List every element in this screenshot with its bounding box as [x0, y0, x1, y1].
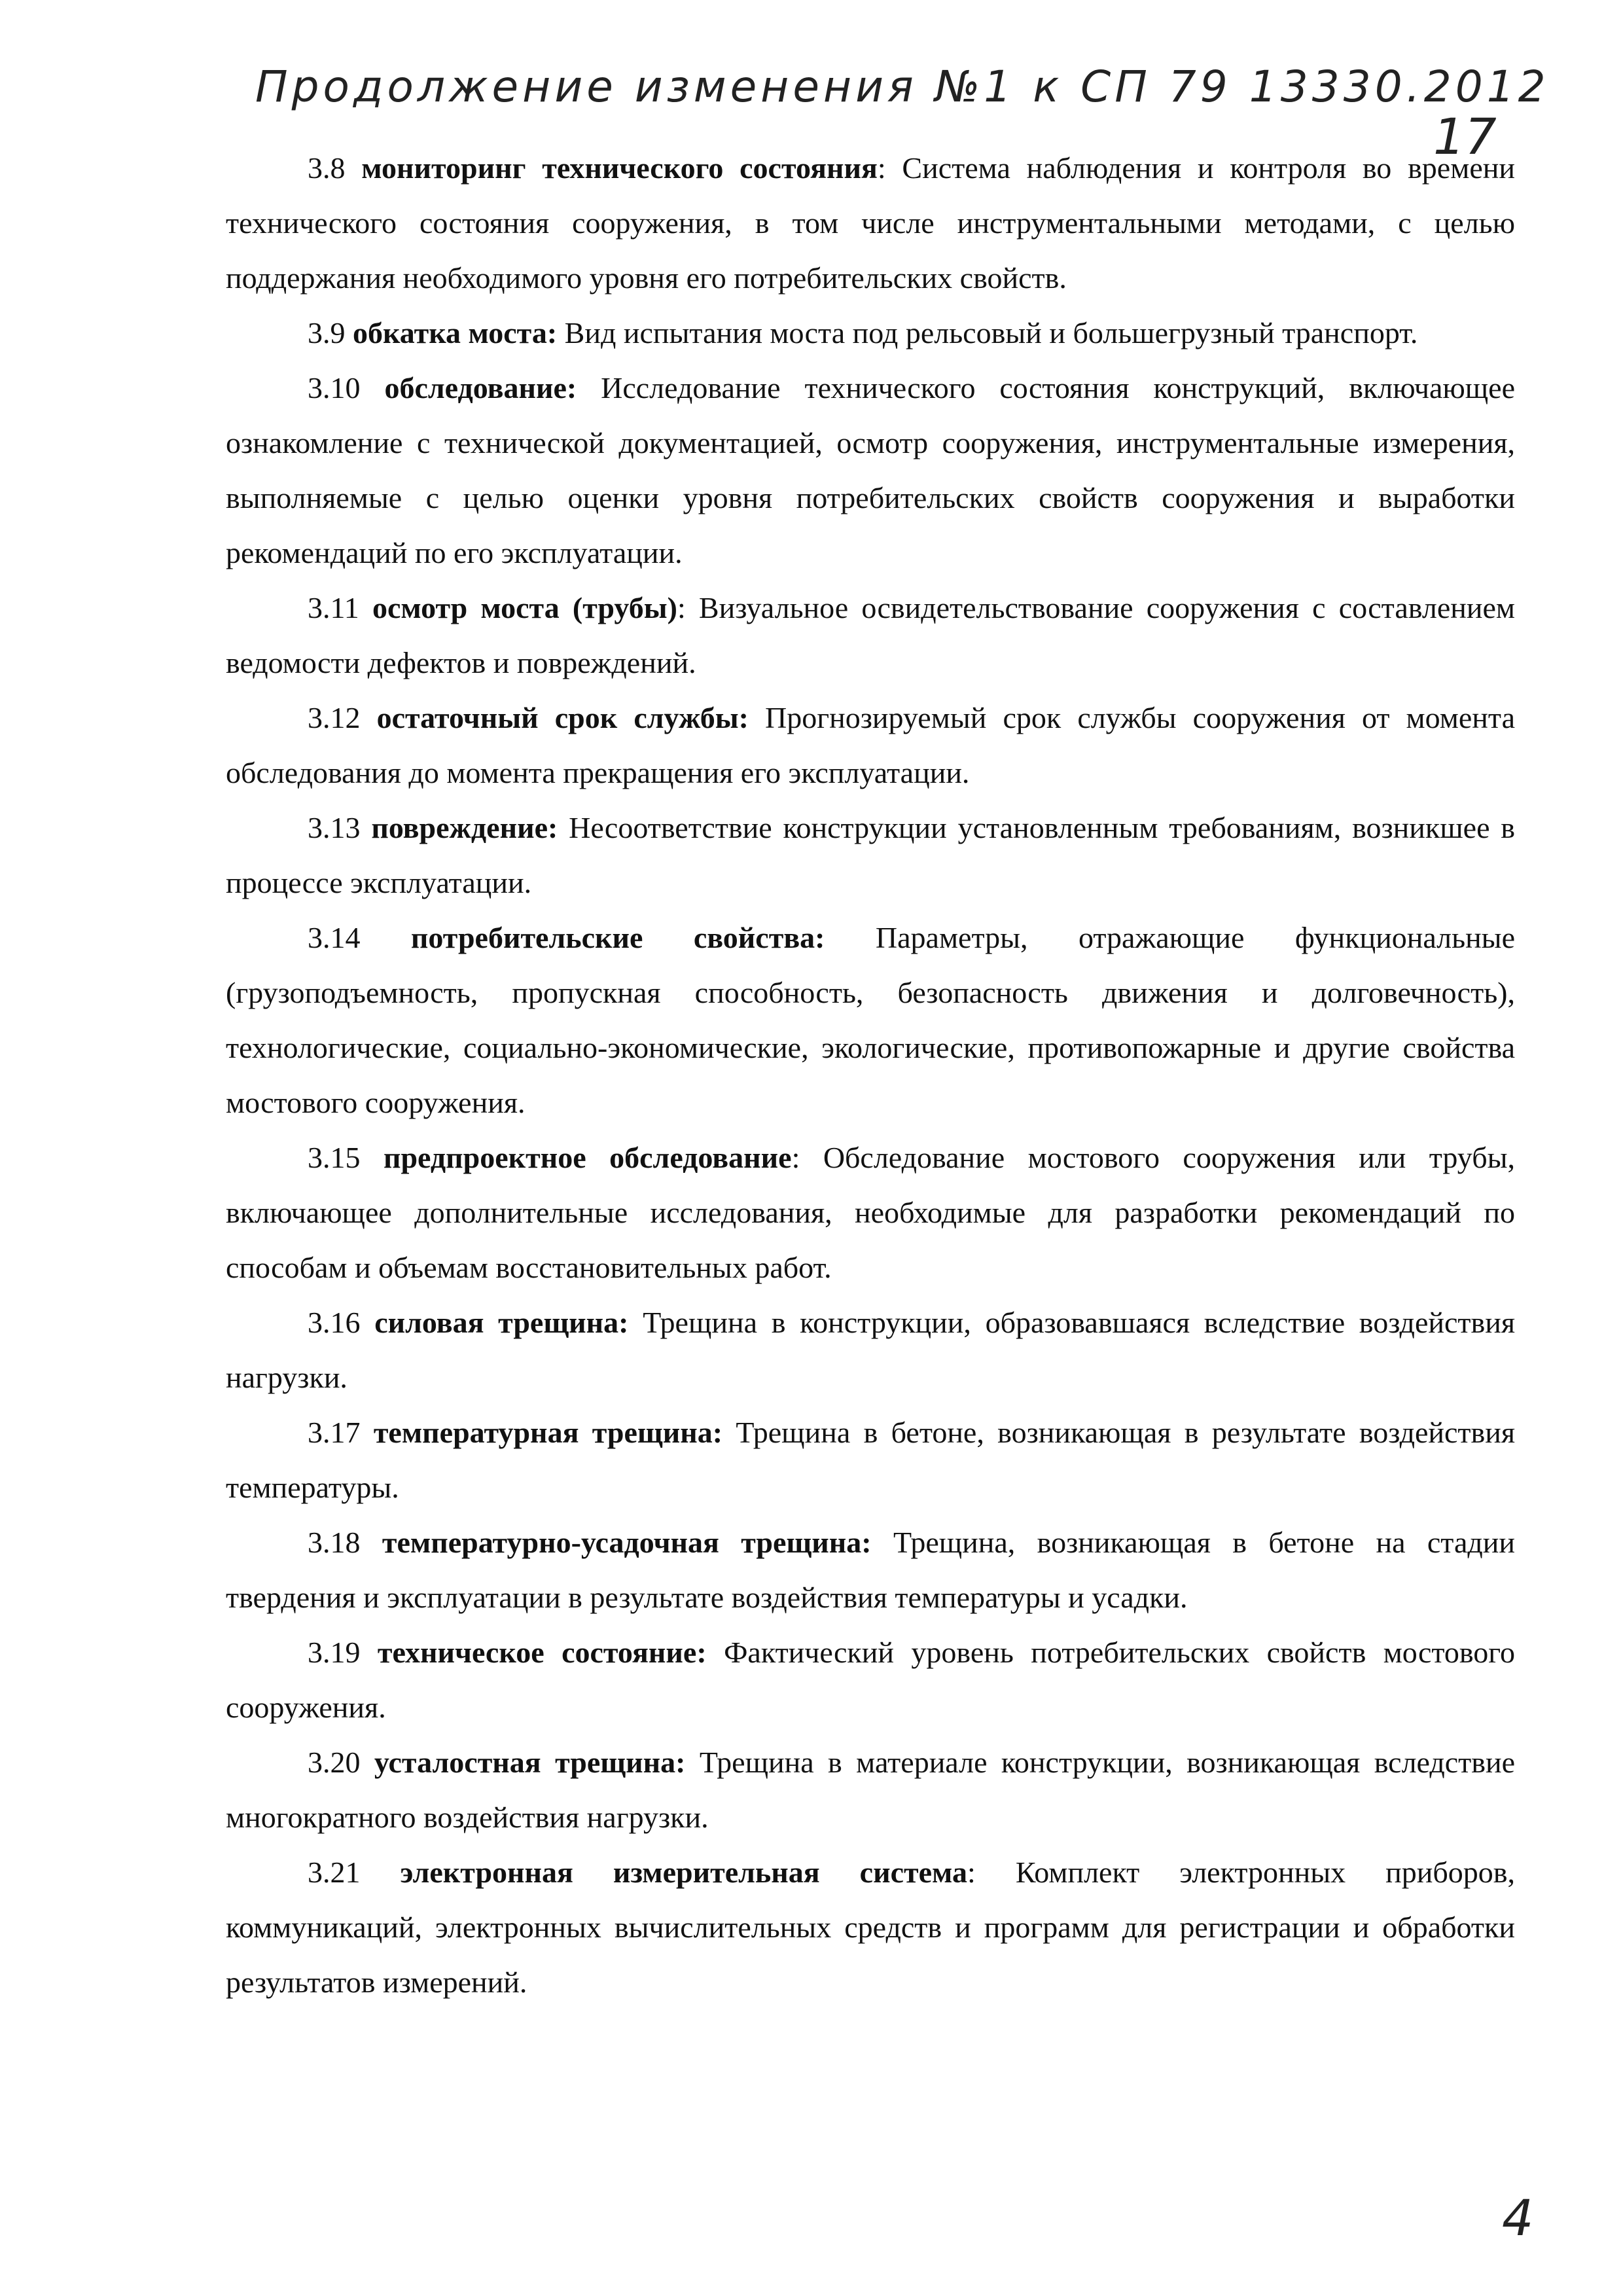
term-paragraph	[226, 141, 1515, 306]
term-definition: Трещина в материале конструкции, возникающая вследствие многократного воздействия нагрузки.	[226, 1746, 1516, 1834]
terms-list	[226, 141, 1515, 2010]
term-paragraph	[226, 1515, 1515, 1625]
term-name: температурно-усадочная трещина:	[382, 1526, 872, 1559]
term-name: предпроектное обследование	[383, 1141, 792, 1174]
term-name: повреждение:	[371, 811, 558, 844]
term-paragraph	[226, 910, 1515, 1130]
term-definition: Обследование мостового сооружения или трубы, включающее дополнительные исследования, необходимые для разработки рекомендаций по способам и объемам восстановительных работ.	[226, 1141, 1516, 1284]
term-number: 3.9	[308, 316, 346, 350]
term-number: 3.8	[308, 151, 346, 185]
term-number: 3.12	[308, 701, 361, 734]
term-number: 3.20	[308, 1746, 361, 1779]
term-definition: Визуальное освидетельствование сооружения с составлением ведомости дефектов и повреждений.	[226, 591, 1515, 679]
handwritten-page-number-bottom	[1492, 2173, 1558, 2251]
term-name: обкатка моста:	[353, 316, 558, 350]
term-paragraph	[226, 1845, 1515, 2010]
term-name: мониторинг технического состояния	[361, 151, 878, 185]
term-number: 3.14	[308, 921, 361, 954]
term-name: температурная трещина:	[373, 1416, 723, 1449]
handwritten-page-number-bottom-svg	[1492, 2173, 1558, 2251]
term-name: усталостная трещина:	[374, 1746, 686, 1779]
term-definition: Исследование технического состояния конструкций, включающее ознакомление с технической документацией, осмотр сооружения, инструментальные измерения, выполняемые с целью оценки уровня потребительских свойств сооружения и выработки рекомендаций по его эксплуатации.	[226, 371, 1516, 569]
term-definition: Параметры, отражающие функциональные (грузоподъемность, пропускная способность, безопасность движения и долговечность), технологические, социально-экономические, экологические, противопожарные и другие свойства мостового сооружения.	[226, 921, 1516, 1119]
term-number: 3.17	[308, 1416, 361, 1449]
term-paragraph	[226, 306, 1515, 361]
term-paragraph	[226, 361, 1515, 581]
handwritten-header-text: Продолжение изменения №1 к СП 79 13330.2012	[255, 62, 1550, 112]
handwritten-page-number-bottom-text: 4	[1502, 2189, 1534, 2247]
term-number: 3.15	[308, 1141, 361, 1174]
term-definition: Комплект электронных приборов, коммуникаций, электронных вычислительных средств и программ для регистрации и обработки результатов измерений.	[226, 1856, 1515, 1999]
term-paragraph	[226, 1405, 1515, 1515]
term-number: 3.16	[308, 1306, 361, 1339]
term-number: 3.18	[308, 1526, 361, 1559]
term-definition: Трещина в конструкции, образовавшаяся вследствие воздействия нагрузки.	[226, 1306, 1515, 1394]
term-definition: Трещина, возникающая в бетоне на стадии твердения и эксплуатации в результате воздействия температуры и усадки.	[226, 1526, 1516, 1614]
term-separator: :	[791, 1141, 800, 1174]
term-separator: :	[677, 591, 686, 624]
term-name: техническое состояние:	[377, 1636, 707, 1669]
term-name: остаточный срок службы:	[376, 701, 749, 734]
term-name: потребительские свойства:	[410, 921, 825, 954]
term-definition: Вид испытания моста под рельсовый и большегрузный транспорт.	[564, 316, 1418, 350]
term-definition: Несоответствие конструкции установленным требованиям, возникшее в процессе эксплуатации.	[226, 811, 1516, 899]
term-paragraph	[226, 1130, 1515, 1295]
term-number: 3.10	[308, 371, 361, 404]
term-number: 3.21	[308, 1856, 361, 1889]
term-paragraph	[226, 800, 1515, 910]
term-paragraph	[226, 581, 1515, 691]
term-paragraph	[226, 1295, 1515, 1405]
handwritten-page-number-top-text: 17	[1433, 107, 1497, 166]
term-paragraph	[226, 1625, 1515, 1735]
term-name: обследование:	[384, 371, 577, 404]
term-name: силовая трещина:	[374, 1306, 629, 1339]
term-name: электронная измерительная система	[400, 1856, 968, 1889]
term-number: 3.13	[308, 811, 361, 844]
term-paragraph	[226, 1735, 1515, 1845]
term-number: 3.19	[308, 1636, 361, 1669]
term-definition: Прогнозируемый срок службы сооружения от момента обследования до момента прекращения его эксплуатации.	[226, 701, 1515, 789]
term-number: 3.11	[308, 591, 359, 624]
term-definition: Фактический уровень потребительских свойств мостового сооружения.	[226, 1636, 1515, 1724]
term-separator: :	[967, 1856, 976, 1889]
term-definition: Трещина в бетоне, возникающая в результате воздействия температуры.	[226, 1416, 1516, 1504]
term-name: осмотр моста (трубы)	[372, 591, 677, 624]
term-paragraph	[226, 691, 1515, 800]
term-definition: Система наблюдения и контроля во времени технического состояния сооружения, в том числе инструментальными методами, с целью поддержания необходимого уровня его потребительских свойств.	[226, 151, 1515, 295]
term-separator: :	[877, 151, 886, 185]
